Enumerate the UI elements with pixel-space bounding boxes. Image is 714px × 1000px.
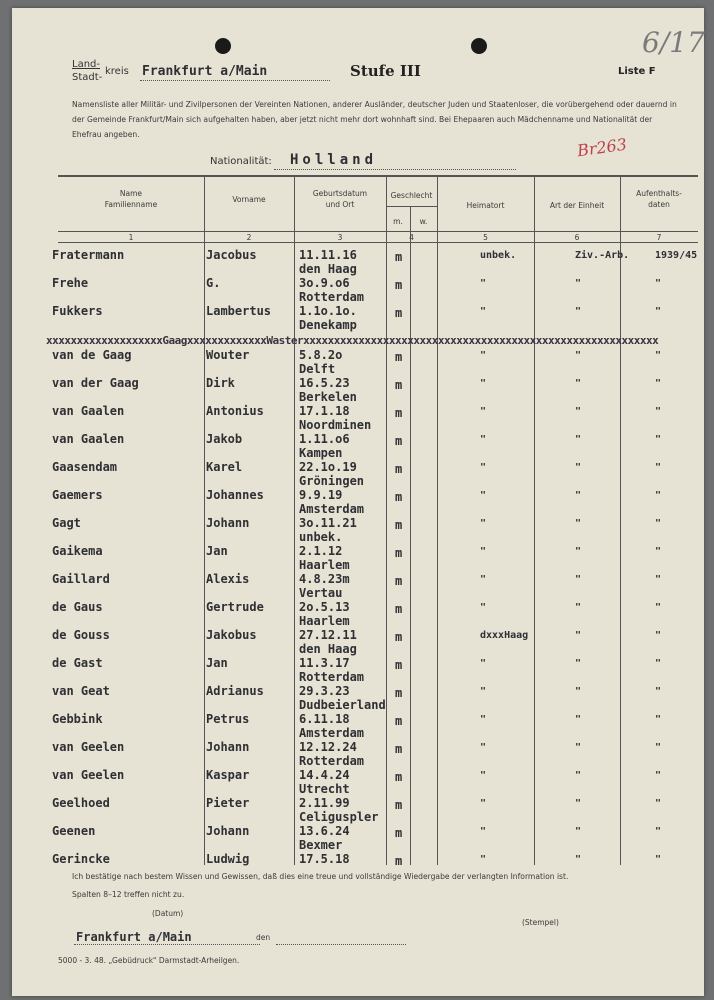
first-name: Jakob bbox=[206, 432, 243, 446]
unit-type: " bbox=[575, 306, 582, 317]
table-row bbox=[12, 400, 704, 432]
first-name: G. bbox=[206, 276, 221, 290]
stay-dates: " bbox=[655, 686, 662, 697]
birth-date: 11.3.17 bbox=[299, 656, 350, 670]
first-name: Kaspar bbox=[206, 768, 250, 782]
unit-type: " bbox=[575, 798, 582, 809]
stay-dates: " bbox=[655, 658, 662, 669]
home-town: " bbox=[480, 602, 487, 613]
document-page bbox=[12, 8, 704, 996]
first-name: Alexis bbox=[206, 572, 250, 586]
surname: Geelhoed bbox=[52, 796, 110, 810]
unit-type: " bbox=[575, 406, 582, 417]
sex: m bbox=[395, 306, 403, 320]
unit-type: " bbox=[575, 854, 582, 865]
land-stadt-label bbox=[72, 58, 102, 84]
table-row bbox=[12, 652, 704, 684]
surname: Gebbink bbox=[52, 712, 103, 726]
surname: Gerincke bbox=[52, 852, 110, 866]
birth-place: Haarlem bbox=[299, 614, 350, 628]
unit-type: " bbox=[575, 714, 582, 725]
surname: van de Gaag bbox=[52, 348, 132, 362]
birth-date: 17.5.18 bbox=[299, 852, 350, 866]
stay-dates: " bbox=[655, 490, 662, 501]
home-town: " bbox=[480, 406, 487, 417]
surname: de Gouss bbox=[52, 628, 110, 642]
nationality-underline bbox=[274, 169, 516, 170]
liste-label: Liste F bbox=[618, 66, 656, 77]
home-town: " bbox=[480, 826, 487, 837]
col-number: 5 bbox=[483, 233, 488, 242]
table-row bbox=[12, 272, 704, 304]
stay-dates: " bbox=[655, 306, 662, 317]
stay-dates: " bbox=[655, 406, 662, 417]
sex: m bbox=[395, 854, 403, 868]
sex: m bbox=[395, 350, 403, 364]
stay-dates: " bbox=[655, 574, 662, 585]
home-town: dxxxHaag bbox=[480, 630, 529, 641]
col-header-sex-m: m. bbox=[393, 217, 403, 226]
city-underline bbox=[140, 80, 330, 81]
surname: van Gaalen bbox=[52, 404, 125, 418]
unit-type: " bbox=[575, 518, 582, 529]
first-name: Jan bbox=[206, 656, 228, 670]
birth-place: Rotterdam bbox=[299, 290, 365, 304]
unit-type: " bbox=[575, 826, 582, 837]
birth-place: Utrecht bbox=[299, 782, 350, 796]
kreis-label: kreis bbox=[105, 66, 129, 77]
date-underline bbox=[276, 944, 406, 945]
table-row bbox=[12, 484, 704, 516]
surname: van Gaalen bbox=[52, 432, 125, 446]
unit-type: " bbox=[575, 658, 582, 669]
table-row bbox=[12, 764, 704, 796]
stamp-mark: Br263 bbox=[575, 134, 629, 161]
sex: m bbox=[395, 658, 403, 672]
first-name: Johannes bbox=[206, 488, 264, 502]
col-header-name-line2: Familienname bbox=[104, 200, 158, 209]
first-name: Antonius bbox=[206, 404, 264, 418]
col-header-aufenthalt-line2: daten bbox=[648, 200, 670, 209]
table-row bbox=[12, 568, 704, 600]
col-number: 1 bbox=[128, 233, 134, 242]
stay-dates: " bbox=[655, 826, 662, 837]
birth-place: Denekamp bbox=[299, 318, 357, 332]
first-name: Karel bbox=[206, 460, 243, 474]
home-town: " bbox=[480, 798, 487, 809]
first-name: Johann bbox=[206, 824, 250, 838]
birth-date: 3o.11.21 bbox=[299, 516, 357, 530]
nationality-label: Nationalität: bbox=[210, 156, 272, 167]
col-header-einheit: Art der Einheit bbox=[549, 201, 605, 210]
birth-date: 2.11.99 bbox=[299, 796, 350, 810]
unit-type: " bbox=[575, 490, 582, 501]
home-town: " bbox=[480, 686, 487, 697]
stay-dates: " bbox=[655, 434, 662, 445]
birth-date: 4.8.23m bbox=[299, 572, 350, 586]
surname: van der Gaag bbox=[52, 376, 139, 390]
birth-date: 22.1o.19 bbox=[299, 460, 357, 474]
unit-type: " bbox=[575, 278, 582, 289]
birth-place: den Haag bbox=[299, 642, 357, 656]
unit-type: Ziv.-Arb. bbox=[575, 250, 630, 261]
birth-date: 6.11.18 bbox=[299, 712, 350, 726]
sex: m bbox=[395, 434, 403, 448]
stay-dates: " bbox=[655, 546, 662, 557]
sex: m bbox=[395, 686, 403, 700]
birth-date: 9.9.19 bbox=[299, 488, 343, 502]
datum-label: (Datum) bbox=[152, 909, 184, 918]
birth-date: 2o.5.13 bbox=[299, 600, 350, 614]
surname: van Geelen bbox=[52, 740, 125, 754]
surname: Gagt bbox=[52, 516, 81, 530]
table-row bbox=[12, 456, 704, 488]
sex: m bbox=[395, 378, 403, 392]
birth-place: Amsterdam bbox=[299, 726, 365, 740]
surname: Gaasendam bbox=[52, 460, 118, 474]
home-town: " bbox=[480, 306, 487, 317]
birth-place: Amsterdam bbox=[299, 502, 365, 516]
home-town: " bbox=[480, 742, 487, 753]
table-row bbox=[12, 708, 704, 740]
birth-place: Rotterdam bbox=[299, 670, 365, 684]
first-name: Jacobus bbox=[206, 248, 257, 262]
table-row bbox=[12, 624, 704, 656]
first-name: Pieter bbox=[206, 796, 250, 810]
footer-statement: Ich bestätige nach bestem Wissen und Gewissen, daß dies eine treue und vollständige Wiedergabe der verlangten Information ist. bbox=[72, 872, 569, 881]
birth-date: 2.1.12 bbox=[299, 544, 343, 558]
table-row bbox=[12, 512, 704, 544]
sex: m bbox=[395, 250, 403, 264]
unit-type: " bbox=[575, 686, 582, 697]
unit-type: " bbox=[575, 546, 582, 557]
col-number: 6 bbox=[574, 233, 580, 242]
punch-hole bbox=[215, 38, 231, 54]
table-row bbox=[12, 372, 704, 404]
col-header-sex-w: w. bbox=[419, 217, 428, 226]
surname: Fratermann bbox=[52, 248, 125, 262]
place-signature: Frankfurt a/Main bbox=[76, 930, 192, 944]
home-town: " bbox=[480, 518, 487, 529]
stay-dates: " bbox=[655, 742, 662, 753]
table-row bbox=[12, 244, 704, 276]
struck-out-row: xxxxxxxxxxxxxxxxxxxGaagxxxxxxxxxxxxxWasterxxxxxxxxxxxxxxxxxxxxxxxxxxxxxxxxxxxxxxxxxxxxxxxxxxxxxxxxxx bbox=[46, 334, 659, 347]
first-name: Gertrude bbox=[206, 600, 264, 614]
header-description: Namensliste aller Militär- und Zivilpersonen der Vereinten Nationen, anderer Ausländer, deutscher Juden und Staatenloser, die vorübergehend oder dauernd in der Gemeinde Frankfurt/Main sich aufgehalten haben, aber jetzt nicht mehr dort wohnhaft sind. Bei Ehepaaren auch Mädchenname und Nationalität der Ehefrau angeben. bbox=[72, 100, 677, 139]
birth-place: Dudbeierland bbox=[299, 698, 386, 712]
unit-type: " bbox=[575, 462, 582, 473]
sex: m bbox=[395, 826, 403, 840]
sex: m bbox=[395, 574, 403, 588]
birth-place: Bexmer bbox=[299, 838, 343, 852]
home-town: unbek. bbox=[480, 250, 517, 261]
unit-type: " bbox=[575, 602, 582, 613]
stufe-title: Stufe III bbox=[350, 62, 421, 80]
unit-type: " bbox=[575, 574, 582, 585]
surname: van Geelen bbox=[52, 768, 125, 782]
birth-date: 14.4.24 bbox=[299, 768, 350, 782]
col-number: 4 bbox=[409, 233, 414, 242]
first-name: Jakobus bbox=[206, 628, 257, 642]
first-name: Lambertus bbox=[206, 304, 272, 318]
first-name: Jan bbox=[206, 544, 228, 558]
table-row bbox=[12, 736, 704, 768]
col-number: 2 bbox=[246, 233, 252, 242]
table-row bbox=[12, 596, 704, 628]
home-town: " bbox=[480, 490, 487, 501]
birth-place: den Haag bbox=[299, 262, 357, 276]
stay-dates: " bbox=[655, 518, 662, 529]
birth-date: 12.12.24 bbox=[299, 740, 357, 754]
sex: m bbox=[395, 714, 403, 728]
stadt-label: Stadt- bbox=[72, 72, 103, 83]
birth-place: Gröningen bbox=[299, 474, 365, 488]
home-town: " bbox=[480, 350, 487, 361]
table-row bbox=[12, 540, 704, 572]
col-header-name-line1: Name bbox=[119, 189, 143, 198]
land-label: Land- bbox=[72, 59, 100, 70]
stay-dates: " bbox=[655, 602, 662, 613]
col-header-geburt-line1: Geburtsdatum bbox=[312, 189, 368, 198]
col-header-geburt-line2: und Ort bbox=[325, 200, 355, 209]
birth-date: 16.5.23 bbox=[299, 376, 350, 390]
home-town: " bbox=[480, 378, 487, 389]
first-name: Ludwig bbox=[206, 852, 250, 866]
stay-dates: 1939/45 bbox=[655, 250, 698, 261]
birth-date: 5.8.2o bbox=[299, 348, 343, 362]
birth-place: unbek. bbox=[299, 530, 343, 544]
printer-imprint: 5000 - 3. 48. „Gebüdruck" Darmstadt-Arheilgen. bbox=[58, 956, 240, 965]
city-field: Frankfurt a/Main bbox=[142, 64, 268, 79]
col-header-geschlecht: Geschlecht bbox=[390, 191, 433, 200]
surname: Geenen bbox=[52, 824, 96, 838]
table-row bbox=[12, 344, 704, 376]
home-town: " bbox=[480, 714, 487, 725]
sex: m bbox=[395, 602, 403, 616]
table-row bbox=[12, 300, 704, 332]
first-name: Adrianus bbox=[206, 684, 264, 698]
first-name: Dirk bbox=[206, 376, 235, 390]
stay-dates: " bbox=[655, 630, 662, 641]
col-header-name bbox=[58, 188, 204, 210]
surname: van Geat bbox=[52, 684, 110, 698]
sex: m bbox=[395, 278, 403, 292]
birth-place: Vertau bbox=[299, 586, 343, 600]
stay-dates: " bbox=[655, 462, 662, 473]
first-name: Wouter bbox=[206, 348, 250, 362]
home-town: " bbox=[480, 658, 487, 669]
col-number: 7 bbox=[656, 233, 662, 242]
sex: m bbox=[395, 406, 403, 420]
birth-date: 11.11.16 bbox=[299, 248, 357, 262]
stay-dates: " bbox=[655, 350, 662, 361]
sex: m bbox=[395, 518, 403, 532]
sex: m bbox=[395, 462, 403, 476]
nationality-value: Holland bbox=[290, 152, 378, 168]
surname: Fukkers bbox=[52, 304, 103, 318]
birth-date: 27.12.11 bbox=[299, 628, 357, 642]
table-top-border bbox=[58, 175, 698, 177]
first-name: Johann bbox=[206, 516, 250, 530]
home-town: " bbox=[480, 434, 487, 445]
birth-date: 3o.9.o6 bbox=[299, 276, 350, 290]
stay-dates: " bbox=[655, 714, 662, 725]
home-town: " bbox=[480, 770, 487, 781]
punch-hole bbox=[471, 38, 487, 54]
stay-dates: " bbox=[655, 854, 662, 865]
birth-date: 1.1o.1o. bbox=[299, 304, 357, 318]
unit-type: " bbox=[575, 350, 582, 361]
unit-type: " bbox=[575, 630, 582, 641]
sex: m bbox=[395, 630, 403, 644]
footer-note: Spalten 8–12 treffen nicht zu. bbox=[72, 890, 185, 899]
table-row bbox=[12, 680, 704, 712]
birth-place: Kampen bbox=[299, 446, 343, 460]
unit-type: " bbox=[575, 742, 582, 753]
surname: Frehe bbox=[52, 276, 89, 290]
birth-place: Haarlem bbox=[299, 558, 350, 572]
col-header-aufenthalt bbox=[620, 188, 698, 210]
unit-type: " bbox=[575, 434, 582, 445]
birth-place: Rotterdam bbox=[299, 754, 365, 768]
stay-dates: " bbox=[655, 770, 662, 781]
home-town: " bbox=[480, 854, 487, 865]
birth-place: Delft bbox=[299, 362, 336, 376]
stay-dates: " bbox=[655, 378, 662, 389]
col-header-aufenthalt-line1: Aufenthalts- bbox=[636, 189, 682, 198]
home-town: " bbox=[480, 462, 487, 473]
birth-date: 17.1.18 bbox=[299, 404, 350, 418]
place-underline bbox=[74, 944, 260, 945]
sex: m bbox=[395, 490, 403, 504]
stay-dates: " bbox=[655, 278, 662, 289]
surname: Gaikema bbox=[52, 544, 103, 558]
sex-split-line bbox=[386, 206, 437, 207]
sex: m bbox=[395, 742, 403, 756]
col-number: 3 bbox=[337, 233, 343, 242]
surname: de Gast bbox=[52, 656, 103, 670]
unit-type: " bbox=[575, 378, 582, 389]
birth-place: Noordminen bbox=[299, 418, 372, 432]
col-header-vorname: Vorname bbox=[232, 195, 266, 204]
sex: m bbox=[395, 546, 403, 560]
archive-number: 6/17 bbox=[642, 26, 705, 59]
col-header-heimatort: Heimatort bbox=[466, 201, 505, 210]
stay-dates: " bbox=[655, 798, 662, 809]
birth-date: 1.11.o6 bbox=[299, 432, 350, 446]
first-name: Johann bbox=[206, 740, 250, 754]
surname: Gaemers bbox=[52, 488, 103, 502]
first-name: Petrus bbox=[206, 712, 250, 726]
home-town: " bbox=[480, 546, 487, 557]
surname: Gaillard bbox=[52, 572, 110, 586]
birth-date: 13.6.24 bbox=[299, 824, 350, 838]
sex: m bbox=[395, 770, 403, 784]
stempel-label: (Stempel) bbox=[522, 918, 559, 927]
home-town: " bbox=[480, 574, 487, 585]
col-header-geburt bbox=[294, 188, 386, 210]
table-row bbox=[12, 792, 704, 824]
home-town: " bbox=[480, 278, 487, 289]
surname: de Gaus bbox=[52, 600, 103, 614]
table-row bbox=[12, 428, 704, 460]
birth-date: 29.3.23 bbox=[299, 684, 350, 698]
table-row bbox=[12, 820, 704, 852]
unit-type: " bbox=[575, 770, 582, 781]
birth-place: Berkelen bbox=[299, 390, 357, 404]
sex: m bbox=[395, 798, 403, 812]
birth-place: Celiguspler bbox=[299, 810, 379, 824]
den-label: den bbox=[256, 933, 271, 942]
